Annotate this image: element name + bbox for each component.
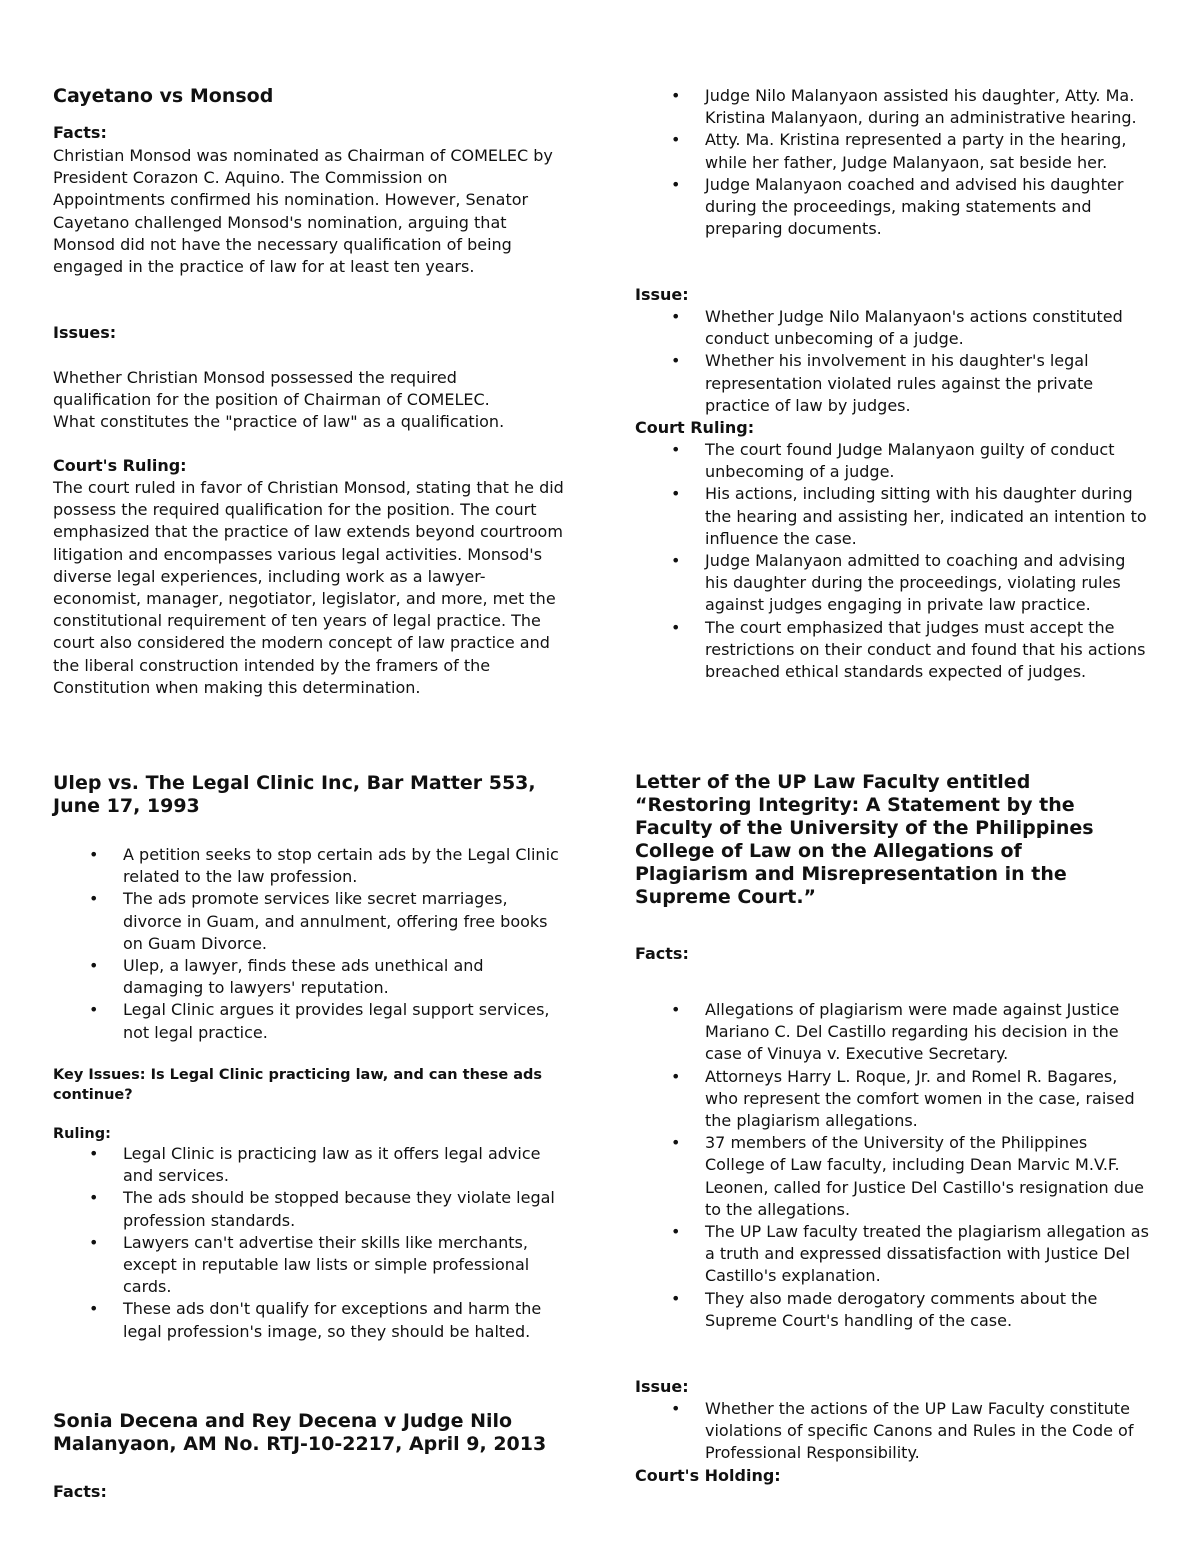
list-item: • These ads don't qualify for exceptions and harm the legal profession's image, so they should be halted. [53, 1298, 563, 1342]
list-item: • 37 members of the University of the Philippines College of Law faculty, including Dean Marvic M.V.F. Leonen, called for Justice Del Castillo's resignation due to the allegations. [635, 1132, 1150, 1221]
list-item: • They also made derogatory comments about the Supreme Court's handling of the case. [635, 1288, 1150, 1332]
list-item: • Allegations of plagiarism were made against Justice Mariano C. Del Castillo regarding his decision in the case of Vinuya v. Executive Secretary. [635, 999, 1150, 1066]
case4-facts-label: Facts: [635, 944, 689, 963]
list-item: • The ads promote services like secret marriages, divorce in Guam, and annulment, offering free books on Guam Divorce. [53, 888, 563, 955]
list-item: • The UP Law faculty treated the plagiarism allegation as a truth and expressed dissatisfaction with Justice Del Castillo's explanation. [635, 1221, 1150, 1288]
case1-title: Cayetano vs Monsod [53, 85, 274, 107]
list-item: • The court found Judge Malanyaon guilty of conduct unbecoming of a judge. [635, 439, 1150, 483]
case2-ruling-label: Ruling: [53, 1126, 111, 1142]
list-item: • Lawyers can't advertise their skills like merchants, except in reputable law lists or simple professional cards. [53, 1232, 563, 1299]
case2-facts-list [53, 844, 563, 1044]
case1-issue-2: What constitutes the "practice of law" as a qualification. [53, 412, 505, 431]
list-item: • Judge Malanyaon coached and advised his daughter during the proceedings, making statements and preparing documents. [635, 174, 1150, 241]
case2-ruling-list [53, 1143, 563, 1343]
case4-issue-label: Issue: [635, 1377, 689, 1396]
case3-facts-label: Facts: [53, 1482, 107, 1501]
list-item: • The court emphasized that judges must accept the restrictions on their conduct and found that his actions breached ethical standards expected of judges. [635, 617, 1150, 684]
list-item: • Attorneys Harry L. Roque, Jr. and Romel R. Bagares, who represent the comfort women in the case, raised the plagiarism allegations. [635, 1066, 1150, 1133]
list-item: • Legal Clinic is practicing law as it offers legal advice and services. [53, 1143, 563, 1187]
case1-issues-label: Issues: [53, 323, 117, 342]
case3-issues-list [635, 306, 1150, 417]
list-item: • Whether his involvement in his daughter's legal representation violated rules against the private practice of law by judges. [635, 350, 1150, 417]
case1-facts-label: Facts: [53, 123, 107, 142]
list-item: • A petition seeks to stop certain ads by the Legal Clinic related to the law profession. [53, 844, 563, 888]
case3-facts-list [635, 85, 1150, 240]
list-item: • His actions, including sitting with his daughter during the hearing and assisting her, indicated an intention to influence the case. [635, 483, 1150, 550]
case3-ruling-label: Court Ruling: [635, 418, 755, 437]
case3-title: Sonia Decena and Rey Decena v Judge Nilo Malanyaon, AM No. RTJ-10-2217, April 9, 2013 [53, 1410, 547, 1455]
list-item: • Judge Malanyaon admitted to coaching and advising his daughter during the proceedings, violating rules against judges engaging in private law practice. [635, 550, 1150, 617]
case4-holding-label: Court's Holding: [635, 1466, 781, 1485]
case4-facts-list [635, 999, 1150, 1332]
list-item: • Ulep, a lawyer, finds these ads unethical and damaging to lawyers' reputation. [53, 955, 563, 999]
case1-ruling: The court ruled in favor of Christian Monsod, stating that he did possess the required qualification for the position. The court emphasized that the practice of law extends beyond courtroom litigation and encompasses various legal activities. Monsod's diverse legal experiences, including work as a lawyer-economist, manager, negotiator, legislator, and more, met the constitutional requirement of ten years of legal practice. The court also considered the modern concept of law practice and the liberal construction intended by the framers of the Constitution when making this determination. [53, 478, 564, 697]
case1-facts: Christian Monsod was nominated as Chairman of COMELEC by President Corazon C. Aquino. The Commission on Appointments confirmed his nomination. However, Senator Cayetano challenged Monsod's nomination, arguing that Monsod did not have the necessary qualification of being engaged in the practice of law for at least ten years. [53, 146, 553, 277]
list-item: • Legal Clinic argues it provides legal support services, not legal practice. [53, 999, 563, 1043]
case2-key-issues: Key Issues: Is Legal Clinic practicing law, and can these ads continue? [53, 1067, 543, 1103]
list-item: • Whether the actions of the UP Law Faculty constitute violations of specific Canons and Rules in the Code of Professional Responsibility. [635, 1398, 1150, 1465]
list-item: • Judge Nilo Malanyaon assisted his daughter, Atty. Ma. Kristina Malanyaon, during an administrative hearing. [635, 85, 1150, 129]
case2-title: Ulep vs. The Legal Clinic Inc, Bar Matter 553, June 17, 1993 [53, 772, 536, 817]
case3-issue-label: Issue: [635, 285, 689, 304]
case1-ruling-label: Court's Ruling: [53, 456, 187, 475]
case1-issue-1: Whether Christian Monsod possessed the required qualification for the position of Chairman of COMELEC. [53, 368, 490, 410]
case3-ruling-list [635, 439, 1150, 683]
case4-title: Letter of the UP Law Faculty entitled “Restoring Integrity: A Statement by the Faculty of the University of the Philippines College of Law on the Allegations of Plagiarism and Misrepresentation in the Supreme Court.” [635, 771, 1094, 908]
list-item: • Whether Judge Nilo Malanyaon's actions constituted conduct unbecoming of a judge. [635, 306, 1150, 350]
case4-issues-list [635, 1398, 1150, 1465]
list-item: • Atty. Ma. Kristina represented a party in the hearing, while her father, Judge Malanyaon, sat beside her. [635, 129, 1150, 173]
list-item: • The ads should be stopped because they violate legal profession standards. [53, 1187, 563, 1231]
